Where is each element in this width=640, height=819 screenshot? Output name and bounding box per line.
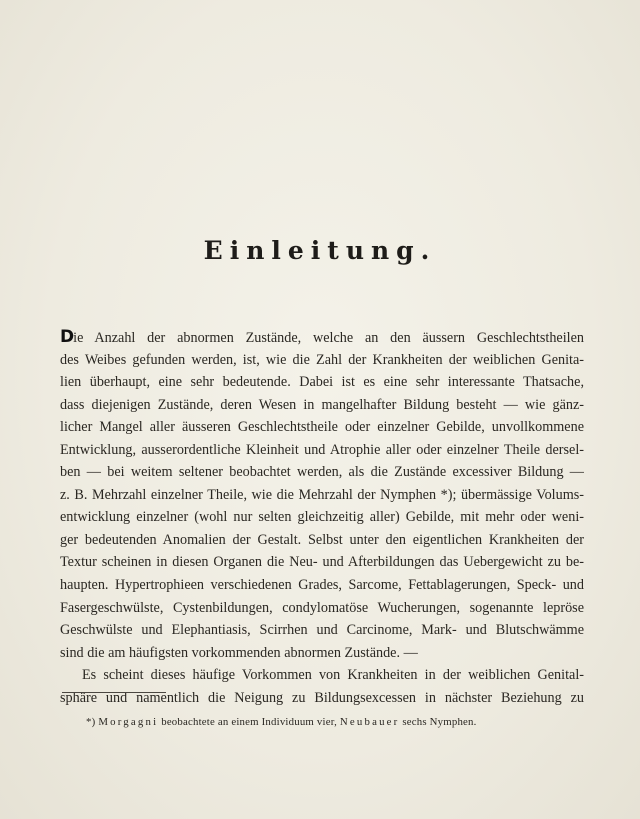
footnote-marker: *) (86, 716, 96, 728)
text-line: licher Mangel aller äusseren Geschlechtstheile oder einzelner Gebilde, unvollkommene (60, 419, 584, 436)
footnote-text: sechs Nymphen. (402, 716, 477, 728)
footnote-rule (62, 692, 166, 693)
text-line: lien überhaupt, eine sehr bedeutende. Dabei ist es eine sehr interessante Thatsache, (60, 374, 584, 391)
footnote-name-morgagni: Morgagni (98, 716, 159, 728)
text-line: entwicklung einzelner (wohl nur selten gleichzeitig aller) Gebilde, mit mehr oder weni- (60, 509, 584, 526)
footnote-name-neubauer: Neubauer (339, 716, 400, 728)
body-text (60, 326, 584, 709)
text-line: Die Anzahl der abnormen Zustände, welche an den äussern Geschlechtstheilen (60, 327, 584, 347)
text-line: Fasergeschwülste, Cystenbildungen, condylomatöse Wucherungen, sogenannte lepröse (60, 599, 584, 616)
text-line: Entwicklung, ausserordentliche Kleinheit und Atrophie aller oder einzelner Theile dersel- (60, 441, 584, 458)
text-line: ger bedeutenden Anomalien der Gestalt. Selbst unter den eigentlichen Krankheiten der (60, 531, 584, 548)
text-line: sind die am häufigsten vorkommenden abnormen Zustände. — (60, 644, 418, 661)
text-line: sphäre und namentlich die Neigung zu Bildungsexcessen in nächster Beziehung zu (60, 689, 584, 706)
chapter-title: Einleitung. (203, 236, 437, 265)
text-line: Textur scheinen in diesen Organen die Neu- und Afterbildungen das Uebergewicht zu be- (60, 554, 584, 571)
drop-cap: D (60, 327, 74, 347)
text-line: Es scheint dieses häufige Vorkommen von Krankheiten in der weiblichen Genital- (82, 667, 584, 684)
text-line: z. B. Mehrzahl einzelner Theile, wie die Mehrzahl der Nymphen *); übermässige Volums- (60, 486, 584, 503)
text-line: Geschwülste und Elephantiasis, Scirrhen und Carcinome, Mark- und Blutschwämme (60, 622, 584, 639)
text-line: dass diejenigen Zustände, deren Wesen in mangelhafter Bildung besteht — wie gänz- (60, 396, 584, 413)
text-line: ben — bei weitem seltener beobachtet werden, als die Zustände excessiver Bildung — (60, 464, 584, 481)
text-line: des Weibes gefunden werden, ist, wie die Zahl der Krankheiten der weiblichen Genita- (60, 351, 584, 368)
footnote-text: beobachtete an einem Individuum vier, (161, 716, 337, 728)
footnote (86, 716, 477, 728)
text-line: haupten. Hypertrophieen verschiedenen Grades, Sarcome, Fettablagerungen, Speck- und (60, 577, 584, 594)
